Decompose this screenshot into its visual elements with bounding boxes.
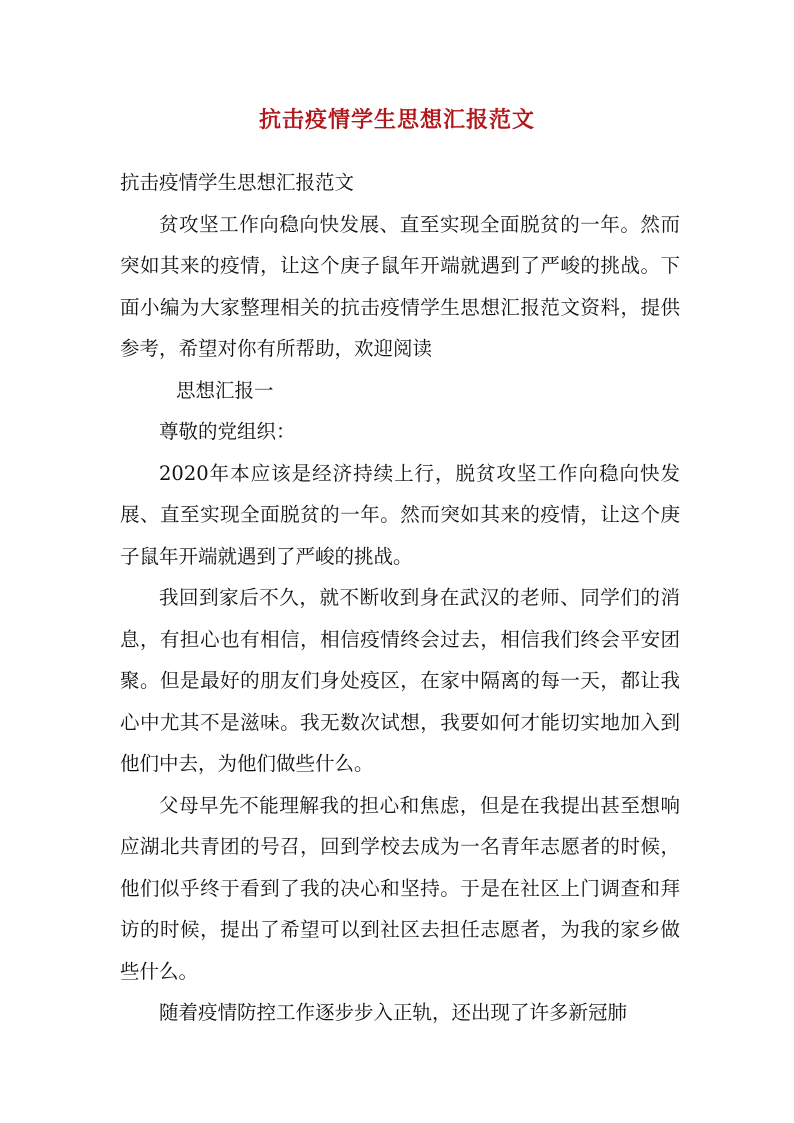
intro-paragraph: 贫攻坚工作向稳向快发展、直至实现全面脱贫的一年。然而突如其来的疫情，让这个庚子鼠年开端就遇到了严峻的挑战。下面小编为大家整理相关的抗击疫情学生思想汇报范文资料，提供参考，希望对你有所帮助，欢迎阅读 [120,212,680,360]
document-subtitle: 抗击疫情学生思想汇报范文 [120,171,355,194]
body-paragraph-2: 我回到家后不久，就不断收到身在武汉的老师、同学们的消息，有担心也有相信，相信疫情终会过去，相信我们终会平安团聚。但是最好的朋友们身处疫区，在家中隔离的每一天，都让我心中尤其不是滋味。我无数次试想，我要如何才能切实地加入到他们中去，为他们做些什么。 [120,586,680,775]
salutation: 尊敬的党组织： [159,420,296,443]
body-paragraph-1: 2020年本应该是经济持续上行，脱贫攻坚工作向稳向快发展、直至实现全面脱贫的一年。然而突如其来的疫情，让这个庚子鼠年开端就遇到了严峻的挑战。 [120,461,680,568]
document-body [120,162,680,1034]
body-paragraph-3: 父母早先不能理解我的担心和焦虑，但是在我提出甚至想响应湖北共青团的号召，回到学校去成为一名青年志愿者的时候，他们似乎终于看到了我的决心和坚持。于是在社区上门调查和拜访的时候，提出了希望可以到社区去担任志愿者，为我的家乡做些什么。 [120,793,680,983]
section-heading: 思想汇报一 [176,378,274,402]
document-title: 抗击疫情学生思想汇报范文 [258,107,535,133]
body-paragraph-4: 随着疫情防控工作逐步步入正轨，还出现了许多新冠肺 [159,1001,628,1024]
